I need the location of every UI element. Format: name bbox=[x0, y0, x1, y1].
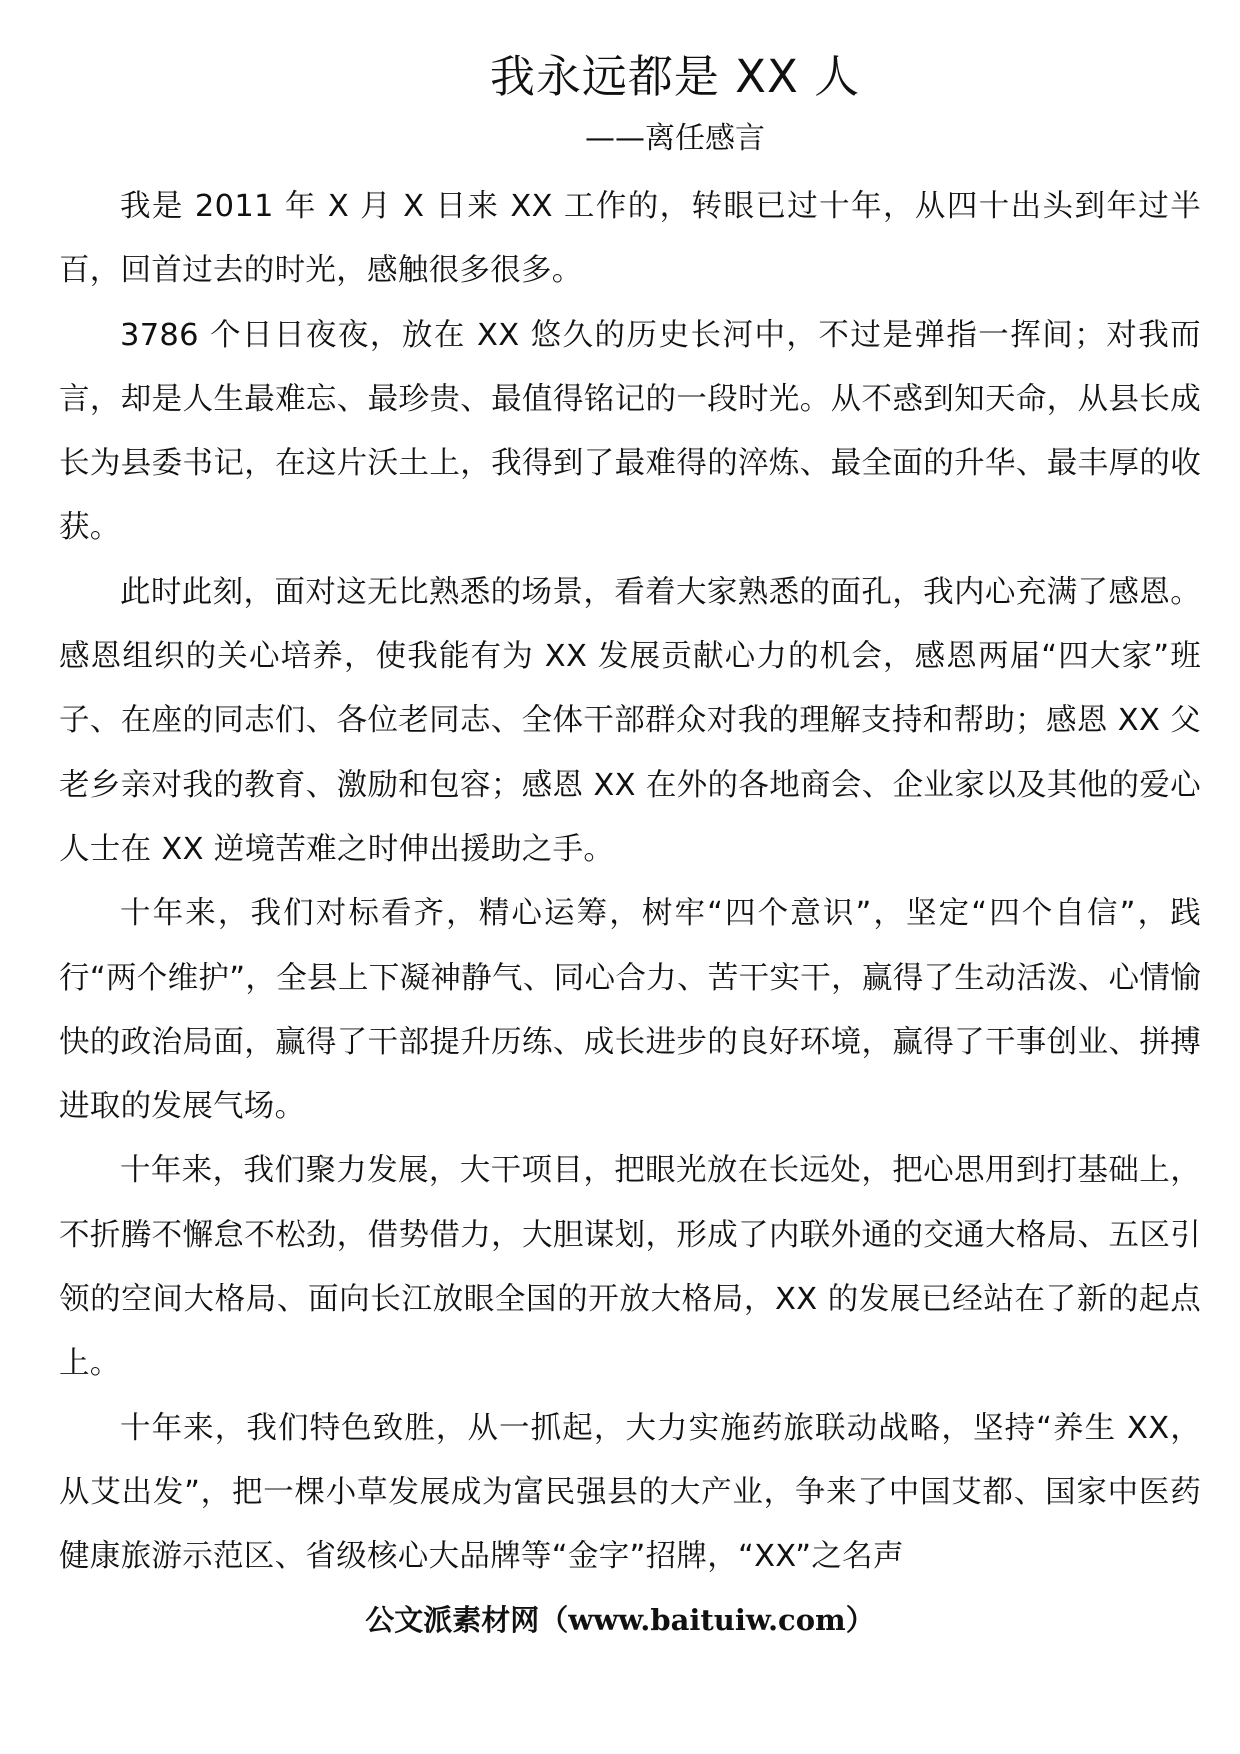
document-title: 我永远都是 XX 人 bbox=[489, 50, 861, 103]
document-subtitle: ——离任感言 bbox=[585, 121, 765, 156]
paragraph: 十年来，我们聚力发展，大干项目，把眼光放在长远处，把心思用到打基础上，不折腾不懈怠不松劲，借势借力，大胆谋划，形成了内联外通的交通大格局、五区引领的空间大格局、面向长江放眼全国的开放大格局，XX 的发展已经站在了新的起点上。 bbox=[59, 1153, 1201, 1382]
paragraph: 十年来，我们特色致胜，从一抓起，大力实施药旅联动战略，坚持“养生 XX，从艾出发”，把一棵小草发展成为富民强县的大产业，争来了中国艾都、国家中医药健康旅游示范区、省级核心大品牌等“金字”招牌，“XX”之名声 bbox=[59, 1410, 1201, 1575]
document-body bbox=[59, 175, 1201, 1590]
paragraph: 十年来，我们对标看齐，精心运筹，树牢“四个意识”，坚定“四个自信”，践行“两个维护”，全县上下凝神静气、同心合力、苦干实干，赢得了生动活泼、心情愉快的政治局面，赢得了干部提升历练、成长进步的良好环境，赢得了干事创业、拼搏进取的发展气场。 bbox=[59, 896, 1201, 1125]
paragraph: 我是 2011 年 X 月 X 日来 XX 工作的，转眼已过十年，从四十出头到年过半百，回首过去的时光，感触很多很多。 bbox=[59, 189, 1201, 289]
paragraph: 3786 个日日夜夜，放在 XX 悠久的历史长河中，不过是弹指一挥间；对我而言，却是人生最难忘、最珍贵、最值得铭记的一段时光。从不惑到知天命，从县长成长为县委书记，在这片沃土上，我得到了最难得的淬炼、最全面的升华、最丰厚的收获。 bbox=[59, 317, 1201, 546]
footer-watermark-text: 公文派素材网（www.baituiw.com） bbox=[365, 1603, 875, 1637]
paragraph: 此时此刻，面对这无比熟悉的场景，看着大家熟悉的面孔，我内心充满了感恩。感恩组织的关心培养，使我能有为 XX 发展贡献心力的机会，感恩两届“四大家”班子、在座的同志们、各位老同志、全体干部群众对我的理解支持和帮助；感恩 XX 父老乡亲对我的教育、激励和包容；感恩 XX 在外的各地商会、企业家以及其他的爱心人士在 XX 逆境苦难之时伸出援助之手。 bbox=[59, 574, 1201, 867]
